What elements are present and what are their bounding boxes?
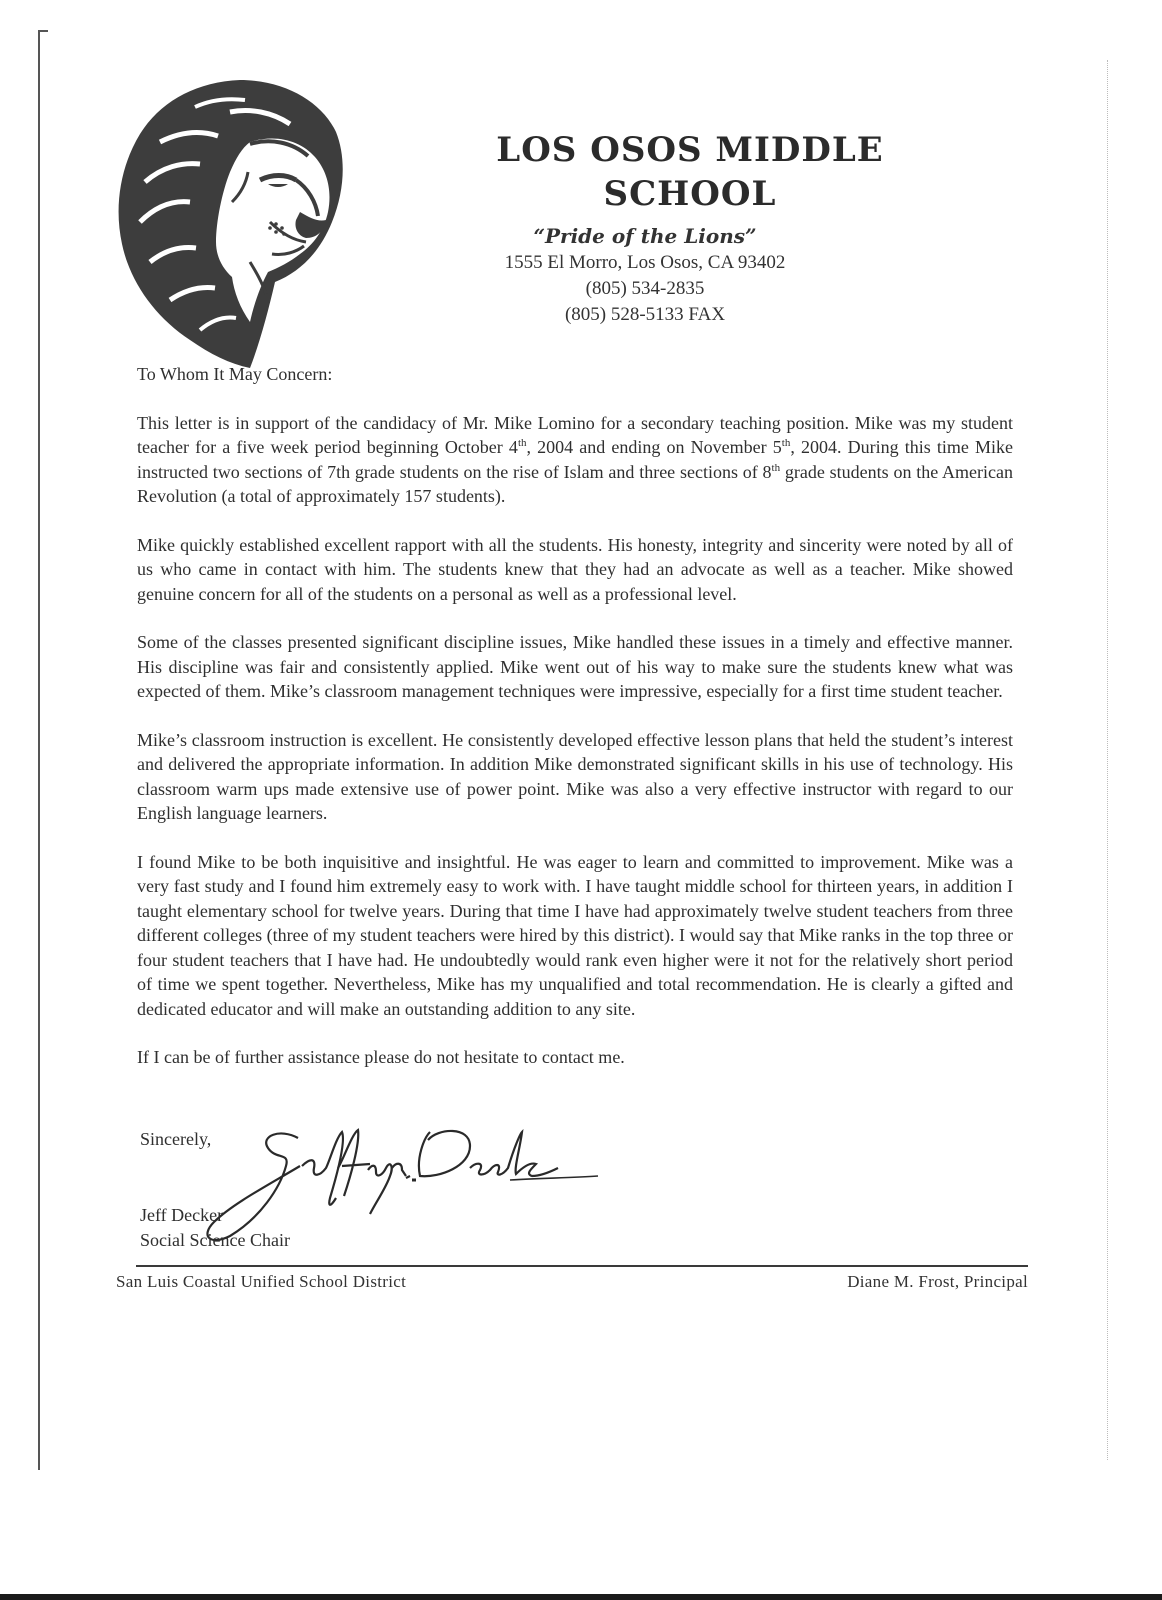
paragraph-1 [137, 411, 1013, 509]
letter-body [137, 362, 1013, 1094]
paragraph-2: Mike quickly established excellent rapport with all the students. His honesty, integrity and sincerity were noted by all of us who came in contact with him. The students knew that they had an advocate as well as a teacher. Mike showed genuine concern for all of the students on a personal as well as a professional level. [137, 534, 1013, 604]
paragraph-3: Some of the classes presented significant discipline issues, Mike handled these issues in a timely and effective manner. His discipline was fair and consistently applied. Mike went out of his way to make sure the students knew what was expected of them. Mike’s classroom management techniques were impressive, especially for a first time student teacher. [137, 632, 1013, 701]
scan-border-right [1107, 60, 1109, 1460]
school-motto: “Pride of the Lions” [533, 224, 757, 248]
scan-border-bottom [0, 1594, 1162, 1600]
footer-divider [136, 1265, 1028, 1267]
paragraph-1-part-a: This letter is in support of the candidacy of Mr. Mike Lomino for a secondary teaching position. Mike was my student teacher for a five week period beginning October 4 [137, 412, 1013, 457]
paragraph-1-part-b: , 2004 and ending on November 5 [526, 437, 782, 457]
scan-border-top [38, 30, 48, 32]
paragraph-5: I found Mike to be both inquisitive and insightful. He was eager to learn and committed to improvement. Mike was a very fast study and I found him extremely easy to work with. I have taught middle school for thirteen years, in addition I taught elementary school for twelve years. During that time I have had approximately twelve student teachers from three different colleges (three of my student teachers were hired by this district). I would say that Mike ranks in the top three or four student teachers that I have had. He undoubtedly would rank even higher were it not for the relatively short period of time we spent together. Nevertheless, Mike has my unqualified and total recommendation. He is clearly a gifted and dedicated educator and will make an outstanding addition to any site. [137, 851, 1013, 1019]
letterhead [410, 128, 970, 328]
paragraph-1-part-c: , 2004. During this time Mike instructed two sections of 7th grade students on the rise of Islam and three sections of 8 [137, 437, 1014, 482]
signer-name: Jeff Decker [140, 1205, 224, 1225]
school-fax: (805) 528-5133 FAX [564, 304, 726, 325]
school-phone: (805) 534-2835 [585, 278, 705, 299]
paragraph-6: If I can be of further assistance please do not hesitate to contact me. [137, 1047, 625, 1067]
superscript: th [517, 437, 527, 449]
school-name: LOS OSOS MIDDLE SCHOOL [496, 130, 884, 214]
school-address: 1555 El Morro, Los Osos, CA 93402 [504, 252, 786, 273]
paragraph-1-part-d: grade students on the American Revolution (a total of approximately 157 students). [137, 461, 1013, 506]
salutation: To Whom It May Concern: [137, 364, 333, 384]
paragraph-4: Mike’s classroom instruction is excellent. He consistently developed effective lesson plans that held the student’s interest and delivered the appropriate information. In addition Mike demonstrated significant skills in his use of technology. His classroom warm ups made extensive use of power point. Mike was also a very effective instructor with regard to our English language learners. [137, 729, 1013, 823]
superscript: th [771, 461, 781, 474]
superscript: th [781, 437, 791, 449]
signer-title: Social Science Chair [140, 1230, 290, 1250]
signer-block [140, 1203, 290, 1253]
closing: Sincerely, [140, 1129, 212, 1149]
scan-border-left [38, 30, 40, 1470]
footer-district: San Luis Coastal Unified School District [116, 1272, 407, 1291]
footer-principal: Diane M. Frost, Principal [847, 1272, 1028, 1291]
